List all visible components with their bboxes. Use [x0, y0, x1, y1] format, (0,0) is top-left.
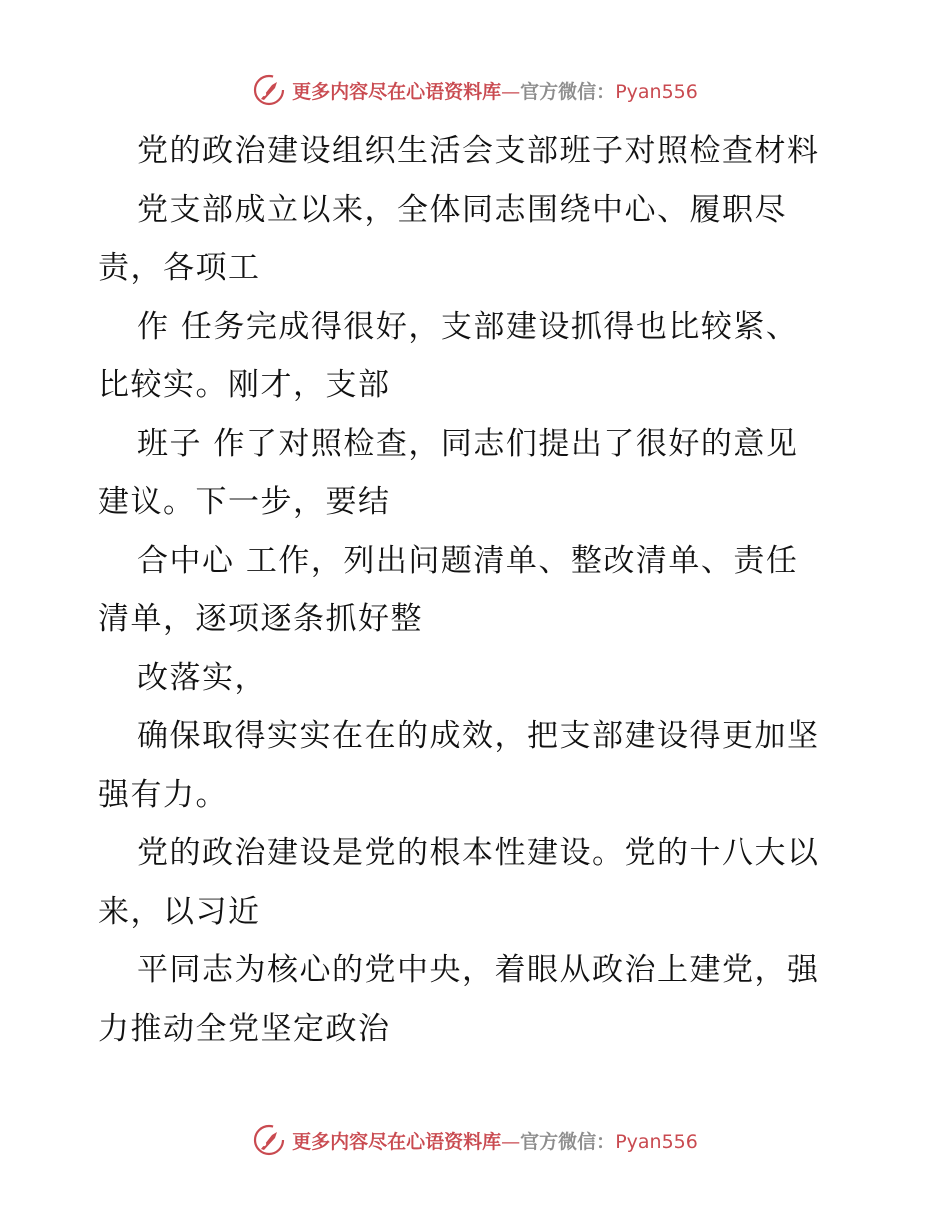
paragraph-line: 确保取得实实在在的成效，把支部建设得更加坚 — [137, 718, 820, 754]
document-body — [98, 122, 868, 1058]
header-banner — [0, 70, 950, 110]
paragraph-line: 班子 作了对照检查，同志们提出了很好的意见 — [137, 425, 799, 462]
paragraph-line: 合中心 工作，列出问题清单、整改清单、责任 — [137, 542, 799, 579]
header-wechat-label: 官方微信： — [520, 80, 616, 103]
header-banner-text — [292, 77, 698, 104]
document-title: 党的政治建设组织生活会支部班子对照检查材料 — [137, 133, 820, 169]
footer-banner — [0, 1120, 950, 1160]
paragraph-line: 党支部成立以来，全体同志围绕中心、履职尽 — [137, 191, 787, 228]
pen-nib-logo-icon — [252, 1123, 286, 1157]
footer-wechat-label: 官方微信： — [520, 1130, 616, 1153]
footer-banner-inner — [252, 1123, 698, 1157]
paragraph-line: 强有力。 — [98, 776, 228, 813]
header-banner-inner — [252, 73, 698, 107]
footer-separator: — — [501, 1130, 521, 1153]
footer-banner-text — [292, 1127, 698, 1154]
header-separator: — — [501, 80, 521, 103]
paragraph-line: 责，各项工 — [98, 250, 261, 286]
paragraph-line: 力推动全党坚定政治 — [98, 1010, 391, 1047]
footer-brand-text: 更多内容尽在心语资料库 — [292, 1130, 502, 1153]
header-wechat-id: Pyan556 — [615, 80, 698, 103]
paragraph-line: 平同志为核心的党中央，着眼从政治上建党，强 — [137, 952, 820, 988]
paragraph-line: 党的政治建设是党的根本性建设。党的十八大以 — [137, 835, 820, 871]
header-brand-text: 更多内容尽在心语资料库 — [292, 80, 502, 103]
paragraph-line: 改落实， — [137, 659, 267, 696]
pen-nib-logo-icon — [252, 73, 286, 107]
footer-wechat-id: Pyan556 — [615, 1130, 698, 1153]
paragraph-line: 建议。下一步，要结 — [98, 484, 391, 520]
paragraph-line: 来，以习近 — [98, 893, 261, 930]
paragraph-line: 作 任务完成得很好，支部建设抓得也比较紧、 — [137, 308, 799, 345]
paragraph-line: 清单，逐项逐条抓好整 — [98, 601, 423, 637]
paragraph-line: 比较实。刚才，支部 — [98, 367, 391, 403]
